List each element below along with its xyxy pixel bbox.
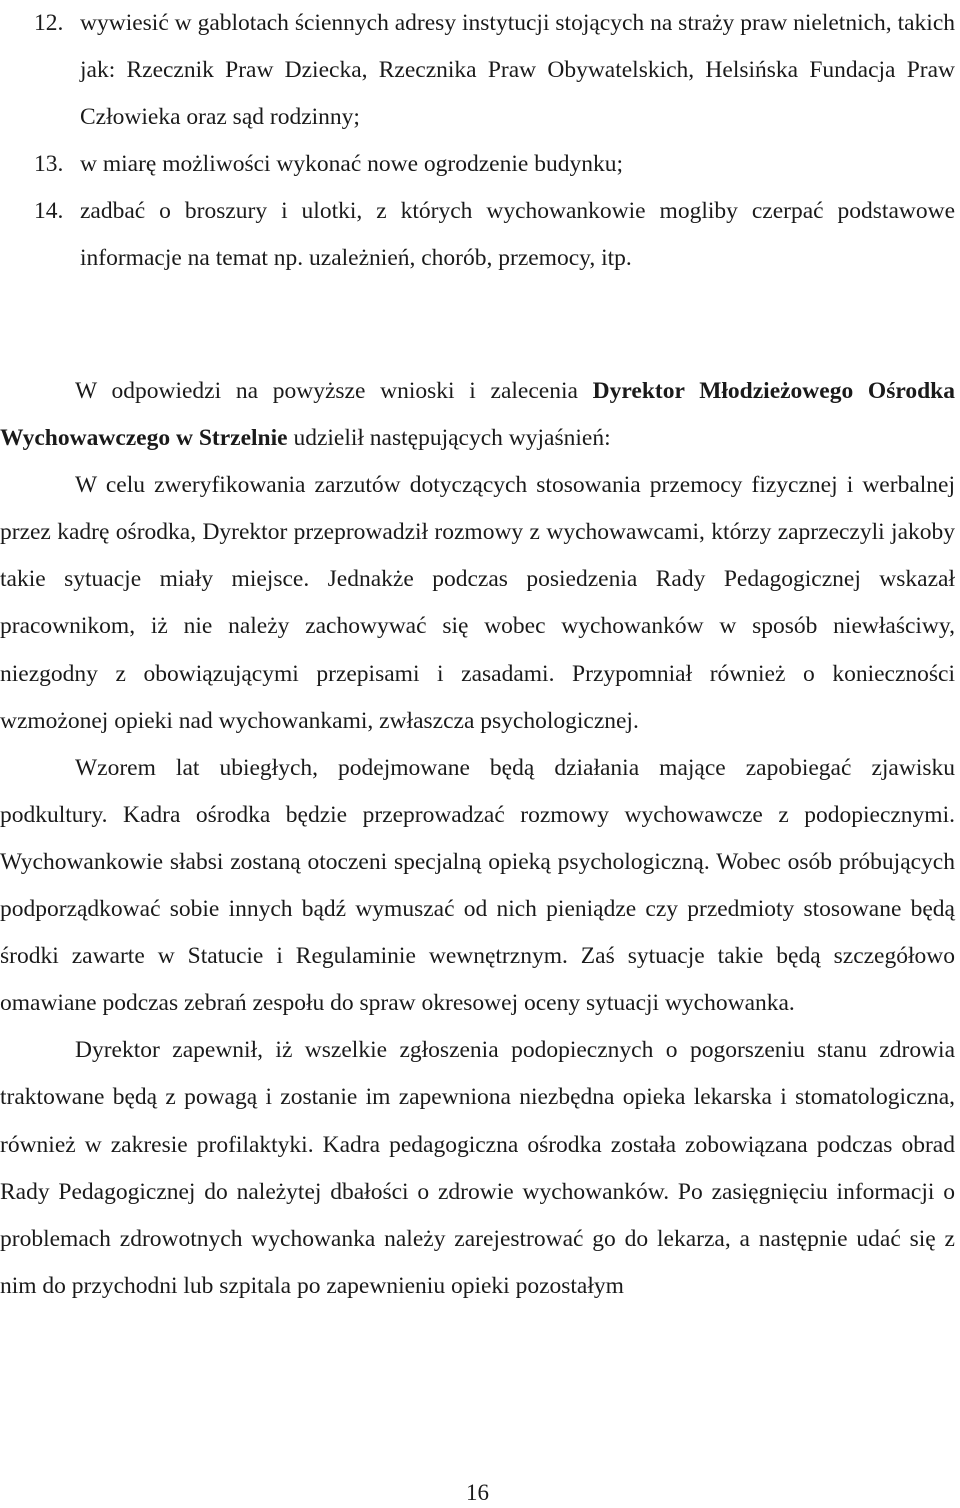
list-item (0, 141, 955, 188)
list-item-text: wywiesić w gablotach ściennych adresy instytucji stojących na straży praw nieletnich, takich jak: Rzecznik Praw Dziecka, Rzecznika Praw Obywatelskich, Helsińska Fundacja Praw Człowieka oraz sąd rodzinny; (80, 10, 955, 130)
paragraph: Dyrektor zapewnił, iż wszelkie zgłoszenia podopiecznych o pogorszeniu stanu zdrowia traktowane będą z powagą i zostanie im zapewniona niezbędna opieka lekarska i stomatologiczna, również w zakresie profilaktyki. Kadra pedagogiczna ośrodka została zobowiązana podczas obrad Rady Pedagogicznej do należytej dbałości o zdrowie wychowanków. Po zasięgnięciu informacji o problemach zdrowotnych wychowanka należy zarejestrować go do lekarza, a następnie udać się z nim do przychodni lub szpitala po zapewnieniu opieki pozostałym (0, 1037, 955, 1299)
list-item-text: w miarę możliwości wykonać nowe ogrodzenie budynku; (80, 151, 623, 177)
list-item-number: 13. (34, 151, 64, 177)
list-item-text: zadbać o broszury i ulotki, z których wychowankowie mogliby czerpać podstawowe informacje na temat np. uzależnień, chorób, przemocy, itp. (80, 198, 955, 271)
intro-text-start: W odpowiedzi na powyższe wnioski i zalecenia (75, 378, 593, 404)
list-item-number: 12. (34, 10, 64, 36)
paragraph: Wzorem lat ubiegłych, podejmowane będą działania mające zapobiegać zjawisku podkultury. Kadra ośrodka będzie przeprowadzać rozmowy wychowawcze z podopiecznymi. Wychowankowie słabsi zostaną otoczeni specjalną opieką psychologiczną. Wobec osób próbujących podporządkować sobie innych bądź wymuszać od nich pieniądze czy przedmioty stosowane będą środki zawarte w Statucie i Regulaminie wewnętrznym. Zaś sytuacje takie będą szczegółowo omawiane podczas zebrań zespołu do spraw okresowej oceny sytuacji wychowanka. (0, 754, 955, 1017)
intro-text-end: udzielił następujących wyjaśnień: (287, 425, 611, 452)
list-item (0, 0, 955, 141)
director-title: Dyrektor Młodzieżowego Ośrodka Wychowawczego w Strzelnie (0, 378, 956, 452)
paragraph: W celu zweryfikowania zarzutów dotyczących stosowania przemocy fizycznej i werbalnej przez kadrę ośrodka, Dyrektor przeprowadził rozmowy z wychowawcami, którzy zaprzeczyli jakoby takie sytuacje miały miejsce. Jednakże podczas posiedzenia Rady Pedagogicznej wskazał pracownikom, iż nie należy zachowywać się wobec wychowanków w sposób niewłaściwy, niezgodny z obowiązującymi przepisami i zasadami. Przypomniał również o konieczności wzmożonej opieki nad wychowankami, zwłaszcza psychologicznej. (0, 472, 955, 734)
list-item-number: 14. (34, 198, 64, 224)
list-item (0, 188, 955, 282)
page-number: 16 (466, 1480, 489, 1505)
recommendations-list (0, 0, 955, 282)
intro-paragraph (0, 368, 955, 462)
response-section (0, 368, 955, 1310)
